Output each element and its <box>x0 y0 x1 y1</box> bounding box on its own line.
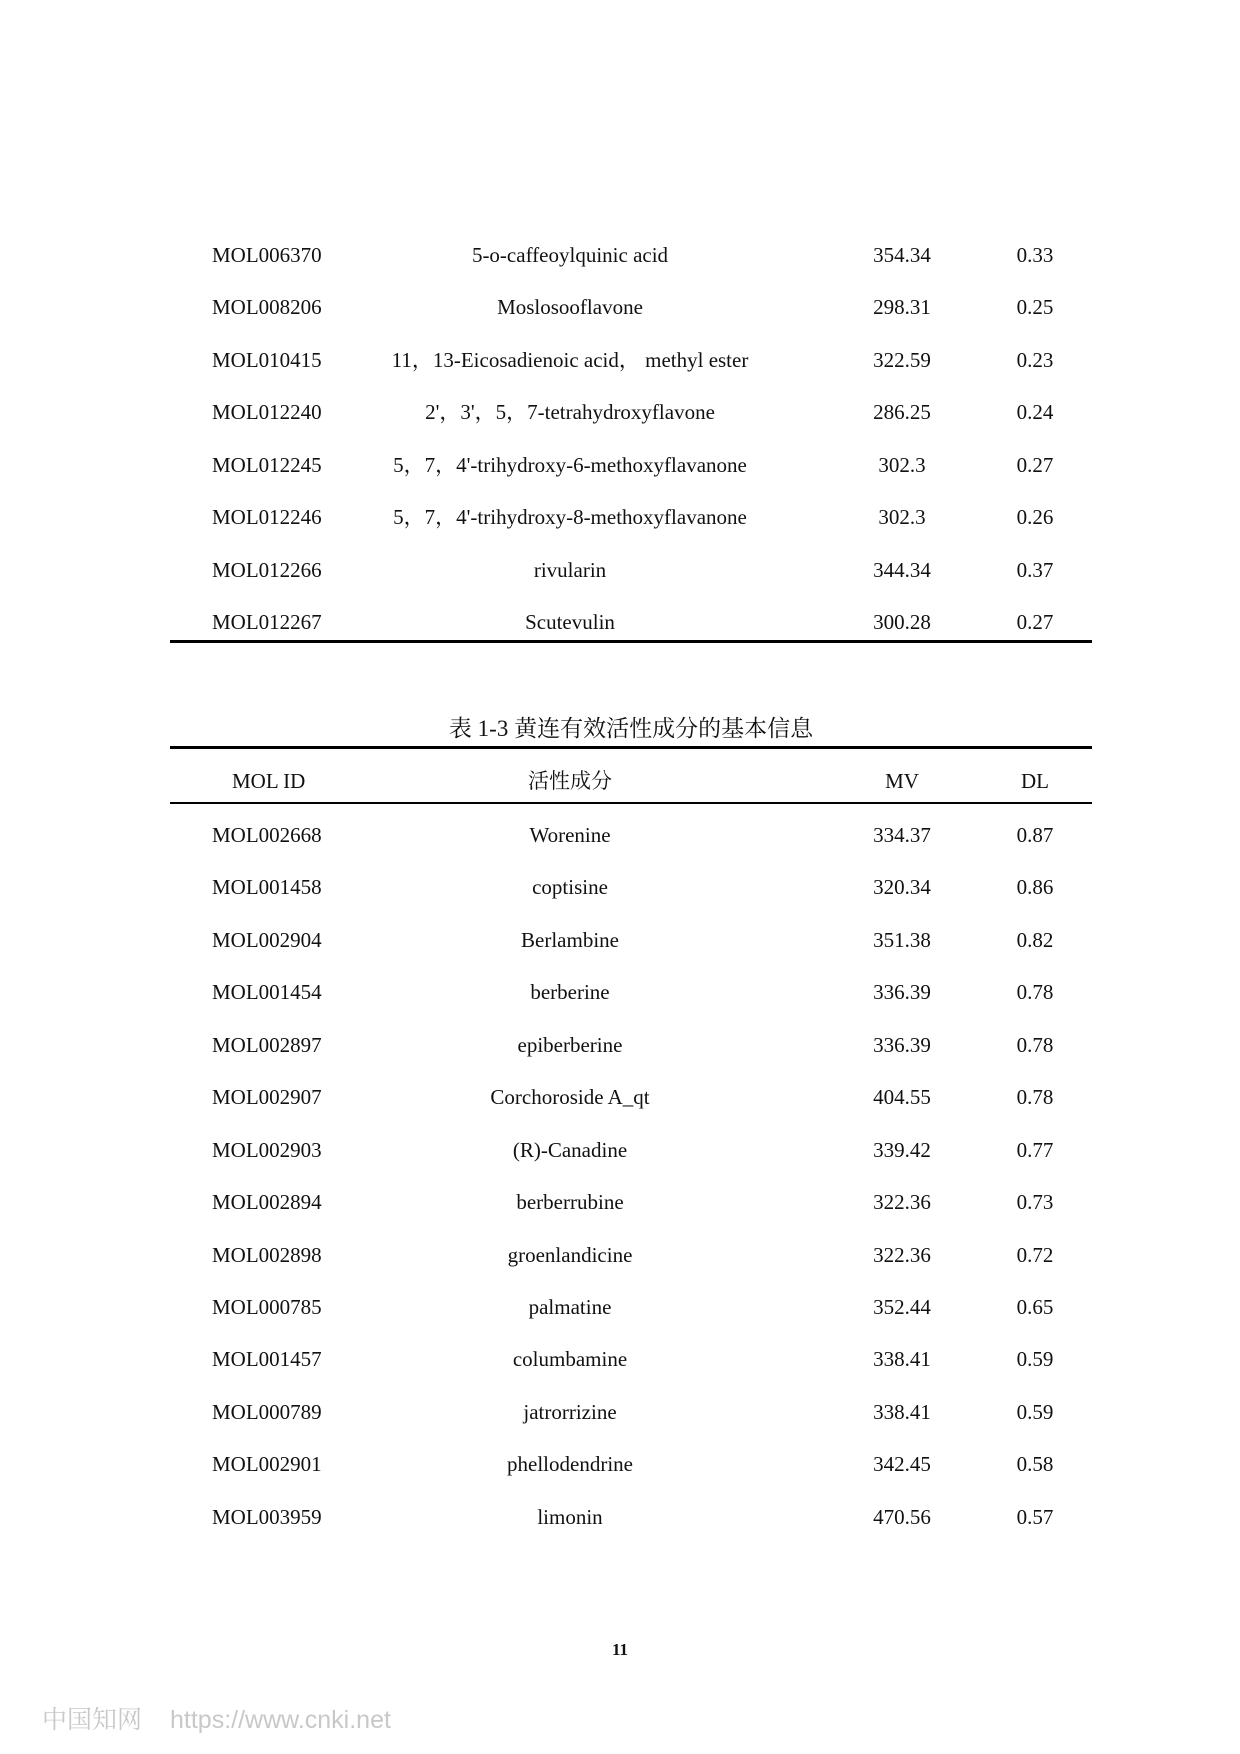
compound-name-cell: limonin <box>537 1505 603 1529</box>
dl-cell: 0.57 <box>1016 1505 1054 1529</box>
compound-name-cell: Berlambine <box>521 928 619 952</box>
mol-id-cell: MOL002903 <box>212 1138 322 1162</box>
table-row <box>170 1344 1092 1374</box>
header-rule <box>170 802 1092 804</box>
mv-cell: 322.59 <box>873 348 931 372</box>
compound-name-cell: phellodendrine <box>507 1452 633 1476</box>
table-row <box>170 607 1092 637</box>
table-row <box>170 1030 1092 1060</box>
dl-cell: 0.33 <box>1016 243 1054 267</box>
header-dl: DL <box>1021 769 1049 793</box>
dl-cell: 0.87 <box>1016 823 1054 847</box>
compound-name-cell: Moslosooflavone <box>497 295 643 319</box>
table-row <box>170 1187 1092 1217</box>
mol-id-cell: MOL008206 <box>212 295 322 319</box>
mol-id-cell: MOL012245 <box>212 453 322 477</box>
mol-id-cell: MOL001457 <box>212 1347 322 1371</box>
table-row <box>170 1240 1092 1270</box>
dl-cell: 0.27 <box>1016 610 1054 634</box>
compound-name-cell: 5，7，4'-trihydroxy-6-methoxyflavanone <box>393 453 747 477</box>
mol-id-cell: MOL006370 <box>212 243 322 267</box>
dl-cell: 0.27 <box>1016 453 1054 477</box>
table-row <box>170 1397 1092 1427</box>
compound-name-cell: Scutevulin <box>525 610 615 634</box>
compound-name-cell: 11，13-Eicosadienoic acid， methyl ester <box>391 348 749 372</box>
table-row <box>170 555 1092 585</box>
mv-cell: 354.34 <box>873 243 931 267</box>
mol-id-cell: MOL002898 <box>212 1243 322 1267</box>
watermark-brand: 中国知网 <box>42 1706 143 1734</box>
compound-name-cell: epiberberine <box>517 1033 623 1057</box>
dl-cell: 0.73 <box>1016 1190 1054 1214</box>
mol-id-cell: MOL012266 <box>212 558 322 582</box>
mv-cell: 352.44 <box>873 1295 931 1319</box>
mv-cell: 302.3 <box>878 505 926 529</box>
table-row <box>170 977 1092 1007</box>
dl-cell: 0.78 <box>1016 980 1054 1004</box>
continued-table <box>170 240 1092 650</box>
dl-cell: 0.78 <box>1016 1033 1054 1057</box>
mol-id-cell: MOL002668 <box>212 823 322 847</box>
mv-cell: 300.28 <box>873 610 931 634</box>
mv-cell: 344.34 <box>873 558 931 582</box>
mol-id-cell: MOL010415 <box>212 348 322 372</box>
table-row <box>170 925 1092 955</box>
dl-cell: 0.58 <box>1016 1452 1054 1476</box>
mv-cell: 336.39 <box>873 980 931 1004</box>
dl-cell: 0.65 <box>1016 1295 1054 1319</box>
mol-id-cell: MOL012267 <box>212 610 322 634</box>
compound-name-cell: 2'，3'，5，7-tetrahydroxyflavone <box>425 400 715 424</box>
page-number: 11 <box>611 1640 629 1659</box>
mv-cell: 334.37 <box>873 823 931 847</box>
mv-cell: 404.55 <box>873 1085 931 1109</box>
mol-id-cell: MOL002894 <box>212 1190 322 1214</box>
header-active-ingredient: 活性成分 <box>528 769 612 793</box>
table-caption: 表 1-3 黄连有效活性成分的基本信息 <box>448 716 814 741</box>
dl-cell: 0.82 <box>1016 928 1054 952</box>
table-row <box>170 1135 1092 1165</box>
header-mv: MV <box>885 769 919 793</box>
table-top-rule <box>170 746 1092 749</box>
compound-name-cell: jatrorrizine <box>523 1400 617 1424</box>
mv-cell: 336.39 <box>873 1033 931 1057</box>
dl-cell: 0.59 <box>1016 1400 1054 1424</box>
mv-cell: 322.36 <box>873 1190 931 1214</box>
table-row <box>170 1502 1092 1532</box>
watermark-url: https://www.cnki.net <box>170 1706 391 1734</box>
table-row <box>170 1082 1092 1112</box>
cnki-watermark <box>42 1700 391 1736</box>
compound-name-cell: columbamine <box>512 1347 628 1371</box>
table-bottom-rule <box>170 640 1092 643</box>
dl-cell: 0.77 <box>1016 1138 1054 1162</box>
compound-name-cell: Worenine <box>529 823 611 847</box>
table-row <box>170 1292 1092 1322</box>
mol-id-cell: MOL001454 <box>212 980 322 1004</box>
table-row <box>170 1449 1092 1479</box>
mv-cell: 302.3 <box>878 453 926 477</box>
dl-cell: 0.25 <box>1016 295 1054 319</box>
mv-cell: 338.41 <box>873 1400 931 1424</box>
mv-cell: 342.45 <box>873 1452 931 1476</box>
mol-id-cell: MOL012246 <box>212 505 322 529</box>
table-row <box>170 502 1092 532</box>
dl-cell: 0.26 <box>1016 505 1054 529</box>
mol-id-cell: MOL002897 <box>212 1033 322 1057</box>
mv-cell: 286.25 <box>873 400 931 424</box>
compound-name-cell: rivularin <box>533 558 607 582</box>
compound-name-cell: berberine <box>530 980 610 1004</box>
mol-id-cell: MOL000785 <box>212 1295 322 1319</box>
table-row <box>170 345 1092 375</box>
table-1-3 <box>170 746 1092 1536</box>
mol-id-cell: MOL012240 <box>212 400 322 424</box>
compound-name-cell: berberrubine <box>516 1190 624 1214</box>
compound-name-cell: groenlandicine <box>507 1243 633 1267</box>
header-mol-id: MOL ID <box>232 769 306 793</box>
table-row <box>170 240 1092 270</box>
mv-cell: 470.56 <box>873 1505 931 1529</box>
mol-id-cell: MOL002901 <box>212 1452 322 1476</box>
dl-cell: 0.23 <box>1016 348 1054 372</box>
mv-cell: 338.41 <box>873 1347 931 1371</box>
mv-cell: 322.36 <box>873 1243 931 1267</box>
mol-id-cell: MOL002907 <box>212 1085 322 1109</box>
mol-id-cell: MOL002904 <box>212 928 322 952</box>
table-row <box>170 450 1092 480</box>
mol-id-cell: MOL000789 <box>212 1400 322 1424</box>
compound-name-cell: coptisine <box>532 875 608 899</box>
dl-cell: 0.37 <box>1016 558 1054 582</box>
mv-cell: 351.38 <box>873 928 931 952</box>
dl-cell: 0.78 <box>1016 1085 1054 1109</box>
compound-name-cell: (R)-Canadine <box>512 1138 628 1162</box>
mv-cell: 339.42 <box>873 1138 931 1162</box>
mol-id-cell: MOL001458 <box>212 875 322 899</box>
dl-cell: 0.24 <box>1016 400 1054 424</box>
table-row <box>170 872 1092 902</box>
table-row <box>170 292 1092 322</box>
compound-name-cell: 5-o-caffeoylquinic acid <box>471 243 669 267</box>
compound-name-cell: 5，7，4'-trihydroxy-8-methoxyflavanone <box>393 505 747 529</box>
dl-cell: 0.86 <box>1016 875 1054 899</box>
table-row <box>170 820 1092 850</box>
mol-id-cell: MOL003959 <box>212 1505 322 1529</box>
table-header-row <box>170 766 1092 796</box>
mv-cell: 298.31 <box>873 295 931 319</box>
mv-cell: 320.34 <box>873 875 931 899</box>
compound-name-cell: palmatine <box>528 1295 612 1319</box>
dl-cell: 0.59 <box>1016 1347 1054 1371</box>
table-row <box>170 397 1092 427</box>
compound-name-cell: Corchoroside A_qt <box>490 1085 650 1109</box>
dl-cell: 0.72 <box>1016 1243 1054 1267</box>
